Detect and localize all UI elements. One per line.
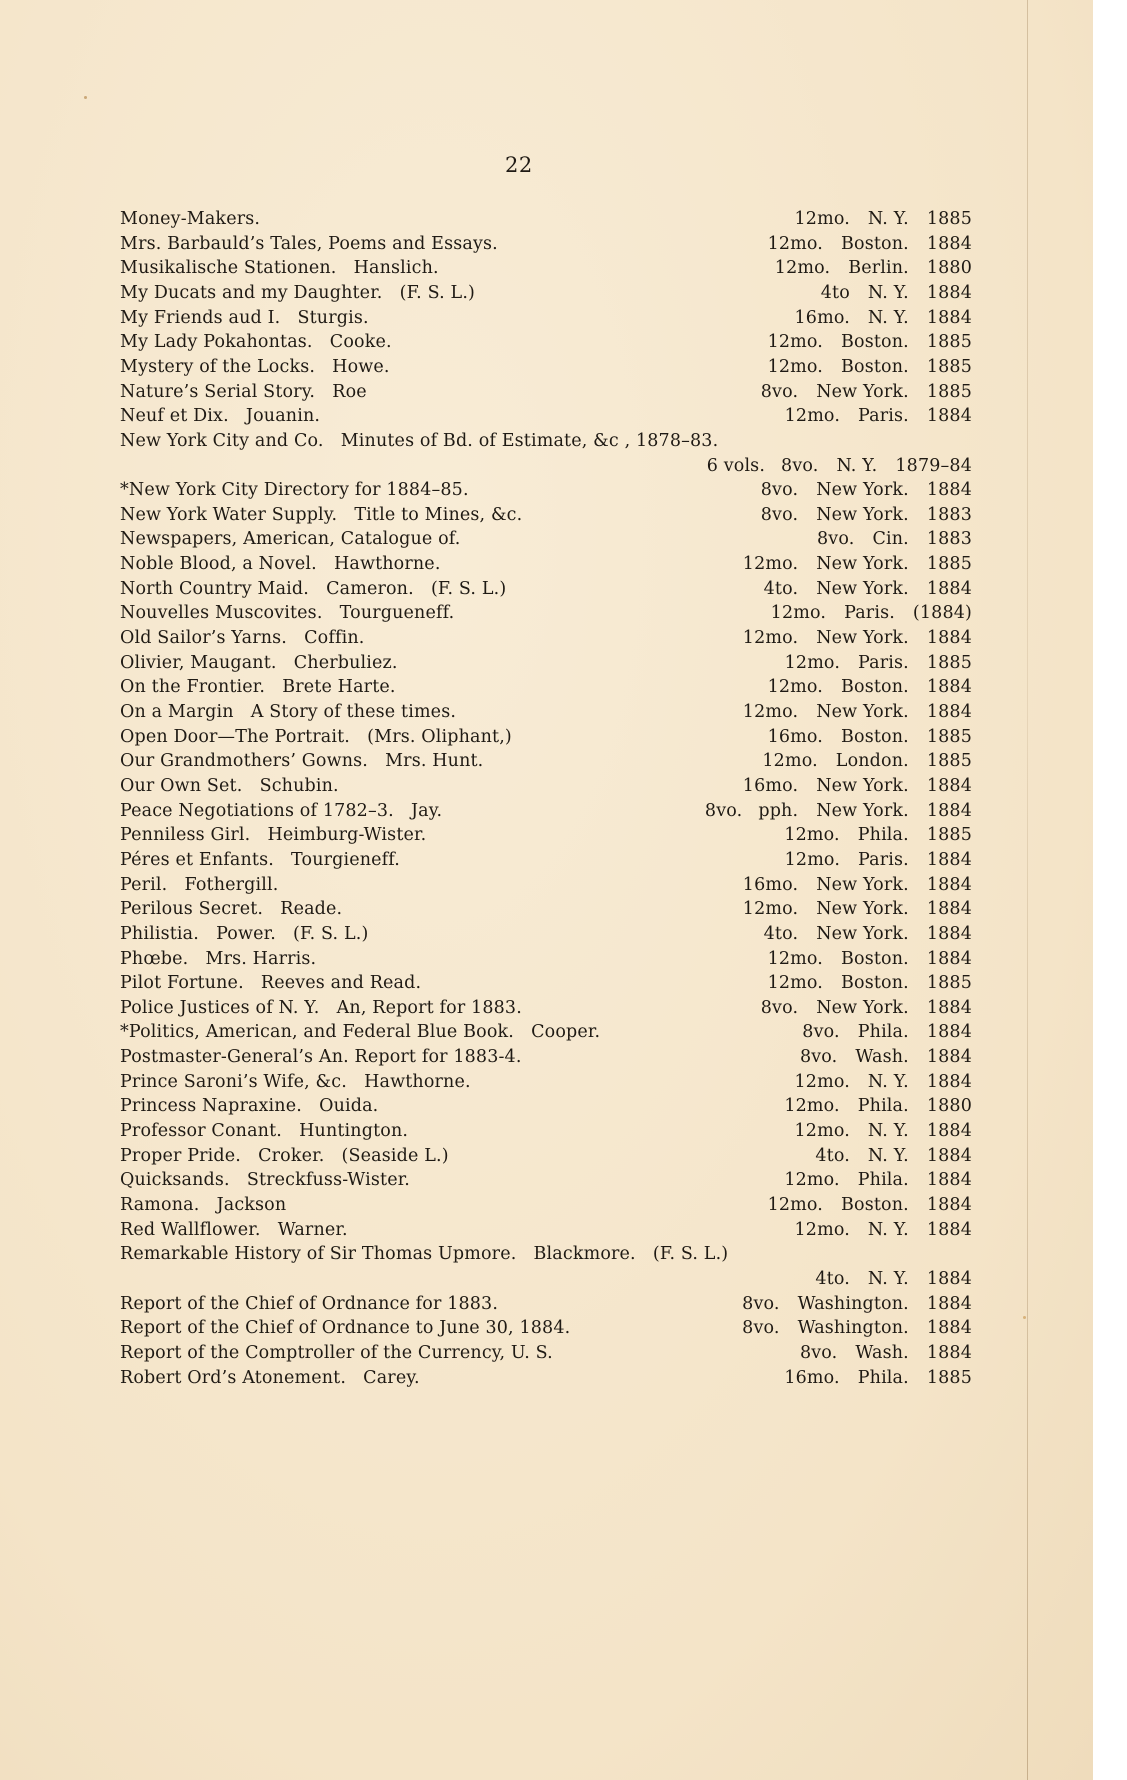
- entry-city: N. Y.: [867, 1071, 909, 1092]
- entry-publication: [784, 823, 972, 847]
- entry-format: 8vo.: [781, 455, 819, 476]
- catalogue-entry: [120, 355, 972, 379]
- entry-publication: [821, 281, 972, 305]
- catalogue-entry: [120, 675, 972, 699]
- catalogue-entry: [120, 848, 972, 872]
- entry-publication: [743, 626, 972, 650]
- entry-format: 12mo.: [784, 825, 840, 846]
- entry-publication: [705, 799, 972, 823]
- entry-year: (1884): [912, 603, 972, 624]
- entry-format: 12mo.: [784, 1096, 840, 1117]
- entry-format: pph.: [758, 800, 799, 821]
- catalogue-entry: [120, 1341, 972, 1365]
- entry-title: Red Wallflower. Warner.: [120, 1219, 348, 1240]
- entry-city: N. Y.: [867, 307, 909, 328]
- entry-title: Proper Pride. Croker. (Seaside L.): [120, 1145, 449, 1166]
- catalogue-entry: [120, 626, 972, 650]
- entry-publication: [800, 1045, 972, 1069]
- entry-format: 12mo.: [762, 751, 818, 772]
- entry-year: 1884: [926, 307, 972, 328]
- entry-year: 1885: [926, 652, 972, 673]
- entry-title: Robert Ord’s Atonement. Carey.: [120, 1367, 420, 1388]
- entry-format: 12mo.: [742, 702, 799, 722]
- entry-city: New York.: [816, 628, 909, 649]
- entry-city: Phila.: [857, 1096, 909, 1117]
- entry-extra: 6 vols.: [706, 455, 766, 476]
- entry-format: 12mo.: [770, 603, 827, 624]
- entry-publication: [785, 651, 972, 675]
- entry-city: Boston.: [841, 356, 909, 377]
- entry-city: New York.: [816, 702, 909, 722]
- entry-format: 12mo.: [767, 948, 824, 969]
- entry-title: Peace Negotiations of 1782–3. Jay.: [120, 800, 443, 821]
- catalogue-entry: [120, 799, 972, 823]
- entry-publication: [795, 1119, 972, 1143]
- entry-format: 4to.: [763, 578, 799, 599]
- entry-city: New York.: [816, 554, 909, 575]
- catalogue-entry: [120, 1168, 972, 1192]
- entry-city: N. Y.: [867, 1121, 909, 1142]
- entry-city: Phila.: [857, 825, 909, 846]
- entry-city: Paris.: [844, 603, 895, 624]
- entry-publication: [784, 1168, 972, 1192]
- entry-publication: [768, 1193, 972, 1217]
- entry-title: Nature’s Serial Story. Roe: [120, 381, 367, 402]
- entry-title: Philistia. Power. (F. S. L.): [120, 923, 369, 944]
- entry-format: 8vo.: [760, 480, 799, 501]
- catalogue-entry: [120, 1144, 972, 1168]
- entry-year: 1884: [926, 849, 972, 870]
- entry-city: N. Y.: [867, 1145, 909, 1166]
- entry-city: New York.: [816, 899, 909, 920]
- entry-publication: [764, 922, 972, 946]
- entry-year: 1885: [926, 751, 972, 772]
- entry-year: 1884: [926, 1170, 972, 1191]
- entry-title: Newspapers, American, Catalogue of.: [120, 529, 461, 550]
- entry-publication: [742, 1292, 972, 1316]
- entry-title: Report of the Chief of Ordnance for 1883.: [120, 1293, 499, 1314]
- entry-year: 1884: [926, 1293, 972, 1314]
- entry-city: Paris.: [858, 652, 909, 673]
- entry-format: 12mo.: [742, 899, 799, 920]
- catalogue-entry: [120, 774, 972, 798]
- entry-year: 1884: [926, 899, 972, 920]
- entry-year: 1884: [926, 1342, 972, 1363]
- entry-format: 12mo.: [767, 1195, 824, 1215]
- entry-publication: [743, 700, 972, 724]
- entry-city: Washington.: [797, 1293, 909, 1314]
- catalogue-entry: [120, 256, 972, 280]
- entry-city: Boston.: [841, 233, 909, 254]
- entry-format: 4to.: [815, 1268, 850, 1289]
- entry-title: Open Door—The Portrait. (Mrs. Oliphant,): [120, 726, 512, 747]
- catalogue-entry: [120, 1193, 972, 1217]
- entry-publication: [743, 873, 972, 897]
- entry-title: Peril. Fothergill.: [120, 874, 279, 895]
- entry-city: N. Y.: [867, 282, 909, 303]
- entry-format: 12mo.: [767, 332, 824, 353]
- catalogue-entry: [120, 1242, 972, 1266]
- entry-year: 1884: [926, 1318, 972, 1339]
- entry-format: 8vo.: [817, 529, 855, 550]
- entry-publication: [743, 552, 972, 576]
- entry-city: N. Y.: [867, 1268, 909, 1289]
- catalogue-entry: [120, 873, 972, 897]
- entry-title: Neuf et Dix. Jouanin.: [120, 406, 321, 427]
- entry-publication: [795, 306, 972, 330]
- entry-title: Mystery of the Locks. Howe.: [120, 356, 390, 377]
- entry-title: *New York City Directory for 1884–85.: [120, 480, 469, 501]
- entry-publication: [771, 601, 972, 625]
- entry-title: Postmaster-General’s An. Report for 1883-4.: [120, 1047, 522, 1068]
- entry-year: 1880: [926, 258, 972, 279]
- catalogue-entry: [120, 1218, 972, 1242]
- entry-title: My Lady Pokahontas. Cooke.: [120, 332, 392, 353]
- entry-title: Phœbe. Mrs. Harris.: [120, 948, 317, 969]
- entry-publication: [775, 256, 972, 280]
- entry-format: 12mo.: [784, 406, 841, 427]
- entry-format: 16mo.: [742, 775, 799, 796]
- entry-year: 1885: [926, 381, 972, 402]
- entry-year: 1879–84: [895, 455, 972, 476]
- entry-title: Olivier, Maugant. Cherbuliez.: [120, 652, 398, 673]
- entry-title: Péres et Enfants. Tourgieneff.: [120, 849, 401, 870]
- entry-title: Mrs. Barbauld’s Tales, Poems and Essays.: [120, 233, 498, 254]
- entry-title: Report of the Chief of Ordnance to June 30, 1884.: [120, 1318, 571, 1339]
- paper-speck: [84, 96, 87, 99]
- entry-publication: [768, 947, 972, 971]
- catalogue-entry: [120, 281, 972, 305]
- catalogue-entry: [120, 1045, 972, 1069]
- entry-year: 1884: [926, 1145, 972, 1166]
- catalogue-entry: [120, 478, 972, 502]
- entry-year: 1880: [926, 1096, 972, 1117]
- entry-format: 16mo.: [742, 874, 799, 895]
- catalogue-entry: [120, 971, 972, 995]
- entry-year: 1884: [926, 1121, 972, 1142]
- entry-year: 1884: [926, 233, 972, 254]
- entry-city: London.: [835, 751, 909, 772]
- entry-year: 1884: [926, 800, 972, 821]
- entry-year: 1884: [926, 948, 972, 969]
- entry-publication: [785, 404, 972, 428]
- entry-year: 1884: [926, 1047, 972, 1068]
- catalogue-entry: [120, 601, 972, 625]
- entry-format: 4to.: [763, 923, 799, 944]
- catalogue-entry: [120, 1020, 972, 1044]
- entry-publication: [743, 774, 972, 798]
- entry-city: New York.: [816, 504, 909, 525]
- catalogue-entry: [120, 527, 972, 551]
- entry-year: 1884: [926, 1219, 972, 1240]
- entry-city: New York.: [816, 800, 909, 821]
- entry-format: 16mo.: [794, 307, 850, 328]
- catalogue-entry: [120, 552, 972, 576]
- entry-format: 12mo.: [742, 628, 799, 649]
- entry-format: 12mo.: [784, 1170, 840, 1191]
- entry-format: 12mo.: [794, 1219, 850, 1240]
- entry-year: 1884: [926, 997, 972, 1018]
- entry-publication: [815, 1267, 972, 1291]
- entry-city: New York.: [816, 997, 909, 1018]
- catalogue-entry: [120, 1292, 972, 1316]
- paper-speck: [1023, 1316, 1026, 1319]
- entry-city: Boston.: [841, 726, 909, 747]
- entry-format: 12mo.: [794, 1121, 850, 1142]
- entry-city: New York.: [816, 578, 909, 599]
- catalogue-entry: [120, 207, 972, 231]
- entry-format: 12mo.: [767, 677, 824, 698]
- entry-title: Quicksands. Streckfuss-Wister.: [120, 1170, 411, 1191]
- catalogue-entry: [120, 725, 972, 749]
- entry-title: Old Sailor’s Yarns. Coffin.: [120, 628, 365, 649]
- entry-publication: [761, 380, 972, 404]
- entry-format: 12mo.: [767, 356, 824, 377]
- entry-extra: 8vo.: [704, 800, 743, 821]
- catalogue-entry: [120, 503, 972, 527]
- entry-year: 1885: [926, 1367, 972, 1388]
- catalogue-entry: [120, 404, 972, 428]
- catalogue-entry: [120, 749, 972, 773]
- entry-city: Boston.: [841, 973, 909, 994]
- entry-city: New York.: [816, 923, 909, 944]
- entry-city: Wash.: [855, 1047, 909, 1068]
- entry-year: 1885: [926, 973, 972, 994]
- entry-title: Remarkable History of Sir Thomas Upmore. Blackmore. (F. S. L.): [120, 1244, 729, 1265]
- entry-format: 8vo.: [799, 1342, 838, 1363]
- entry-publication: [795, 207, 972, 231]
- entry-title: Our Own Set. Schubin.: [120, 775, 339, 796]
- entry-year: 1883: [926, 529, 972, 550]
- entry-publication: [768, 971, 972, 995]
- entry-city: Boston.: [841, 1195, 909, 1215]
- entry-city: N. Y.: [867, 1219, 909, 1240]
- catalogue-entry: [120, 947, 972, 971]
- entry-title: On the Frontier. Brete Harte.: [120, 677, 396, 698]
- entry-format: 12mo.: [742, 554, 799, 575]
- entry-publication: [802, 1020, 972, 1044]
- catalogue-entry: [120, 429, 972, 453]
- entry-year: 1884: [926, 1195, 972, 1215]
- entry-publication: [784, 1366, 972, 1390]
- entry-city: Phila.: [857, 1367, 909, 1388]
- catalogue-entry: [120, 1070, 972, 1094]
- entry-title: On a Margin A Story of these times.: [120, 702, 457, 722]
- entry-format: 4to.: [815, 1145, 850, 1166]
- entry-year: 1884: [926, 702, 972, 722]
- entry-year: 1885: [926, 726, 972, 747]
- entry-format: 8vo.: [760, 504, 799, 525]
- entry-publication: [761, 478, 972, 502]
- entry-format: 12mo.: [784, 652, 841, 673]
- entry-publication: [815, 1144, 972, 1168]
- entry-year: 1884: [926, 480, 972, 501]
- catalogue-entry: [120, 1366, 972, 1390]
- entry-format: 16mo.: [767, 726, 824, 747]
- catalogue-entry: [120, 1316, 972, 1340]
- entry-publication: [742, 1316, 972, 1340]
- entry-city: Washington.: [797, 1318, 909, 1339]
- entry-title: *Politics, American, and Federal Blue Book. Cooper.: [120, 1022, 601, 1043]
- entry-city: Boston.: [841, 332, 909, 353]
- entry-publication: [707, 454, 972, 478]
- entry-format: 12mo.: [794, 1071, 850, 1092]
- entry-year: 1884: [926, 923, 972, 944]
- entry-publication: [768, 725, 972, 749]
- entry-format: 8vo.: [802, 1022, 840, 1043]
- catalogue-entry: [120, 454, 972, 478]
- entry-title: Ramona. Jackson: [120, 1195, 287, 1215]
- entry-city: Boston.: [841, 677, 909, 698]
- entry-city: Wash.: [855, 1342, 909, 1363]
- entry-publication: [785, 848, 972, 872]
- catalogue-entry: [120, 1267, 972, 1291]
- catalogue-entry: [120, 651, 972, 675]
- catalogue-entry: [120, 232, 972, 256]
- catalogue-entry: [120, 1094, 972, 1118]
- entry-format: 8vo.: [799, 1047, 838, 1068]
- entry-year: 1885: [926, 554, 972, 575]
- entry-year: 1884: [926, 775, 972, 796]
- entry-title: North Country Maid. Cameron. (F. S. L.): [120, 578, 507, 599]
- entry-title: Perilous Secret. Reade.: [120, 899, 343, 920]
- entry-city: Paris.: [858, 849, 909, 870]
- catalogue-entry: [120, 700, 972, 724]
- entry-year: 1883: [926, 504, 972, 525]
- entry-city: Cin.: [872, 529, 909, 550]
- entry-format: 12mo.: [774, 258, 831, 279]
- entry-publication: [768, 675, 972, 699]
- entry-title: Penniless Girl. Heimburg-Wister.: [120, 825, 427, 846]
- entry-year: 1884: [926, 282, 972, 303]
- entry-title: Musikalische Stationen. Hanslich.: [120, 258, 439, 279]
- entry-format: 12mo.: [794, 209, 850, 229]
- entry-format: 8vo.: [760, 997, 799, 1018]
- entry-title: My Ducats and my Daughter. (F. S. L.): [120, 282, 476, 303]
- entry-format: 12mo.: [784, 849, 841, 870]
- entry-title: New York Water Supply. Title to Mines, &c.: [120, 504, 523, 525]
- entry-city: N. Y.: [836, 455, 878, 476]
- entry-publication: [762, 749, 972, 773]
- entry-publication: [784, 1094, 972, 1118]
- entry-title: Report of the Comptroller of the Currency, U. S.: [120, 1342, 553, 1363]
- entry-title: Prince Saroni’s Wife, &c. Hawthorne.: [120, 1071, 471, 1092]
- entry-year: 1885: [926, 332, 972, 353]
- entry-title: Princess Napraxine. Ouida.: [120, 1096, 379, 1117]
- entry-city: N. Y.: [867, 209, 909, 229]
- entry-publication: [817, 527, 972, 551]
- catalogue-entry: [120, 897, 972, 921]
- entry-publication: [761, 996, 972, 1020]
- page-number: 22: [505, 153, 533, 177]
- entry-publication: [795, 1218, 972, 1242]
- entry-publication: [761, 503, 972, 527]
- entry-format: 8vo.: [742, 1293, 780, 1314]
- entry-title: New York City and Co. Minutes of Bd. of Estimate, &c , 1878–83.: [120, 430, 719, 451]
- entry-publication: [795, 1070, 972, 1094]
- catalogue-entry: [120, 380, 972, 404]
- entry-year: 1885: [926, 825, 972, 846]
- entry-publication: [768, 330, 972, 354]
- entry-title: Money-Makers.: [120, 209, 261, 229]
- catalogue-entry: [120, 823, 972, 847]
- entry-title: Our Grandmothers’ Gowns. Mrs. Hunt.: [120, 751, 484, 772]
- entry-title: Police Justices of N. Y. An, Report for 1883.: [120, 997, 522, 1018]
- entry-format: 8vo.: [742, 1318, 780, 1339]
- entry-year: 1884: [926, 677, 972, 698]
- entry-city: Boston.: [841, 948, 909, 969]
- entry-format: 4to: [820, 282, 850, 303]
- entry-year: 1884: [926, 578, 972, 599]
- entry-city: New York.: [816, 381, 909, 402]
- entry-year: 1884: [926, 406, 972, 427]
- catalogue-entry: [120, 577, 972, 601]
- catalogue-entry: [120, 922, 972, 946]
- entry-city: New York.: [816, 775, 909, 796]
- entry-format: 12mo.: [767, 233, 824, 254]
- page-fold-line: [1027, 0, 1028, 1780]
- entry-title: Noble Blood, a Novel. Hawthorne.: [120, 554, 441, 575]
- entry-format: 16mo.: [784, 1367, 840, 1388]
- entry-city: Paris.: [858, 406, 909, 427]
- entry-publication: [768, 355, 972, 379]
- entry-format: 12mo.: [767, 973, 824, 994]
- entry-city: Berlin.: [848, 258, 909, 279]
- entry-title: My Friends aud I. Sturgis.: [120, 307, 369, 328]
- entry-year: 1884: [926, 1071, 972, 1092]
- entry-year: 1884: [926, 874, 972, 895]
- entry-publication: [800, 1341, 972, 1365]
- entry-publication: [764, 577, 972, 601]
- entry-format: 8vo.: [760, 381, 799, 402]
- entry-title: Professor Conant. Huntington.: [120, 1121, 409, 1142]
- entry-year: 1885: [926, 356, 972, 377]
- catalogue-entry: [120, 996, 972, 1020]
- entry-year: 1885: [926, 209, 972, 229]
- entry-city: Phila.: [857, 1170, 909, 1191]
- entry-title: Nouvelles Muscovites. Tourgueneff.: [120, 603, 455, 624]
- catalogue-entry: [120, 1119, 972, 1143]
- entry-publication: [768, 232, 972, 256]
- entry-title: Pilot Fortune. Reeves and Read.: [120, 973, 422, 994]
- catalogue-entry: [120, 330, 972, 354]
- entry-year: 1884: [926, 1268, 972, 1289]
- entry-publication: [743, 897, 972, 921]
- catalogue-entry: [120, 306, 972, 330]
- entry-city: Phila.: [857, 1022, 909, 1043]
- entry-city: New York.: [816, 874, 909, 895]
- entry-city: New York.: [816, 480, 909, 501]
- entry-year: 1884: [926, 1022, 972, 1043]
- entry-year: 1884: [926, 628, 972, 649]
